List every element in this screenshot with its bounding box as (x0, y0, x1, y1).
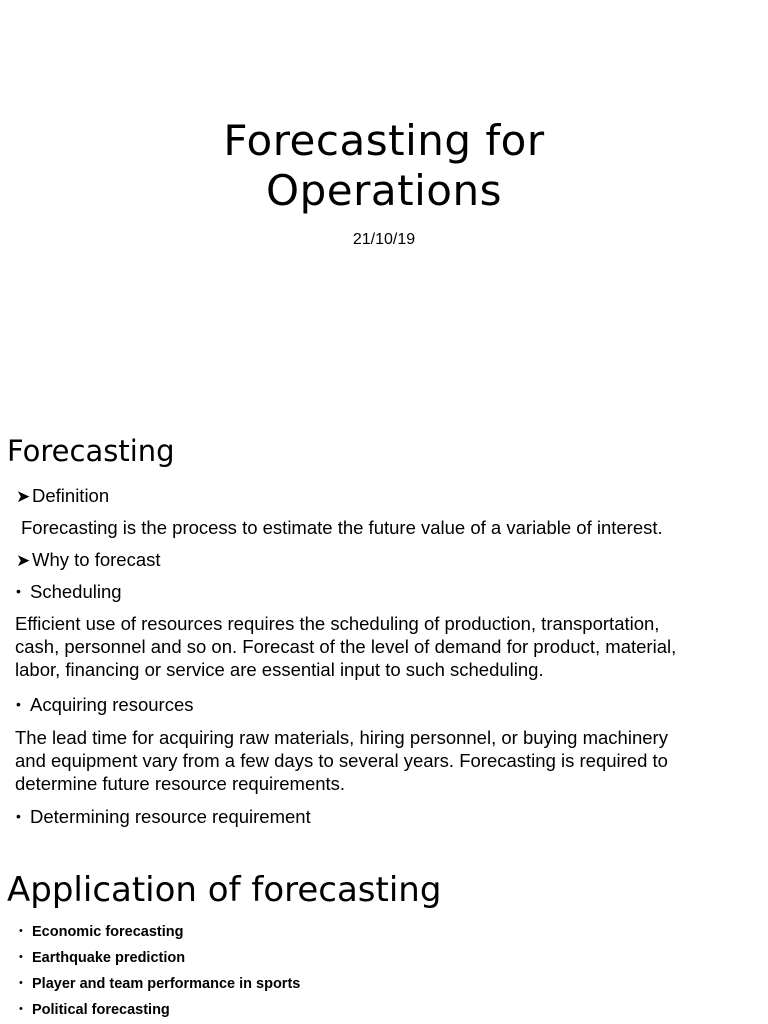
acquiring-text-line: determine future resource requirements. (15, 773, 346, 794)
slide-date: 21/10/19 (352, 231, 416, 248)
forecasting-heading: Forecasting (7, 434, 175, 468)
forecasting-slide (0, 428, 768, 860)
scheduling-text-line: Efficient use of resources requires the scheduling of production, transportation, (15, 613, 660, 634)
scheduling-paragraph (15, 612, 755, 681)
acquiring-item (16, 693, 194, 716)
bullet-icon: • (16, 808, 21, 824)
list-item-label: Political forecasting (32, 1002, 170, 1018)
determining-label: Determining resource requirement (30, 806, 311, 827)
acquiring-text-line: The lead time for acquiring raw materials, hiring personnel, or buying machinery (15, 727, 668, 748)
acquiring-paragraph (15, 726, 755, 795)
definition-label: Definition (32, 485, 110, 506)
slide-title-line-1: Forecasting for (223, 116, 545, 165)
slide-title-line-2: Operations (266, 166, 502, 215)
arrow-bullet-icon: ➤ (16, 487, 31, 506)
bullet-icon: • (19, 977, 23, 989)
application-heading: Application of forecasting (7, 870, 442, 910)
list-item (19, 945, 300, 971)
definition-text: Forecasting is the process to estimate the future value of a variable of interest. (21, 517, 663, 538)
scheduling-item (16, 580, 122, 603)
list-item (19, 997, 300, 1023)
acquiring-label: Acquiring resources (30, 694, 194, 715)
bullet-icon: • (16, 583, 21, 599)
application-slide (0, 862, 768, 1024)
definition-item (16, 484, 109, 508)
bullet-icon: • (16, 696, 21, 712)
list-item-label: Economic forecasting (32, 924, 184, 940)
scheduling-text-line: labor, financing or service are essential input to such scheduling. (15, 659, 544, 680)
bullet-icon: • (19, 951, 23, 963)
bullet-icon: • (19, 925, 23, 937)
why-label: Why to forecast (32, 549, 161, 570)
acquiring-text-line: and equipment vary from a few days to several years. Forecasting is required to (15, 750, 668, 771)
scheduling-text-line: cash, personnel and so on. Forecast of the level of demand for product, material, (15, 636, 677, 657)
scheduling-label: Scheduling (30, 581, 122, 602)
arrow-bullet-icon: ➤ (16, 551, 31, 570)
list-item-label: Player and team performance in sports (32, 976, 301, 992)
list-item (19, 919, 300, 945)
determining-item (16, 805, 311, 828)
title-slide (0, 0, 768, 425)
application-list (19, 919, 300, 1023)
list-item-label: Earthquake prediction (32, 950, 186, 966)
why-item (16, 548, 161, 572)
slide-title (0, 116, 768, 216)
list-item (19, 971, 300, 997)
bullet-icon: • (19, 1003, 23, 1015)
